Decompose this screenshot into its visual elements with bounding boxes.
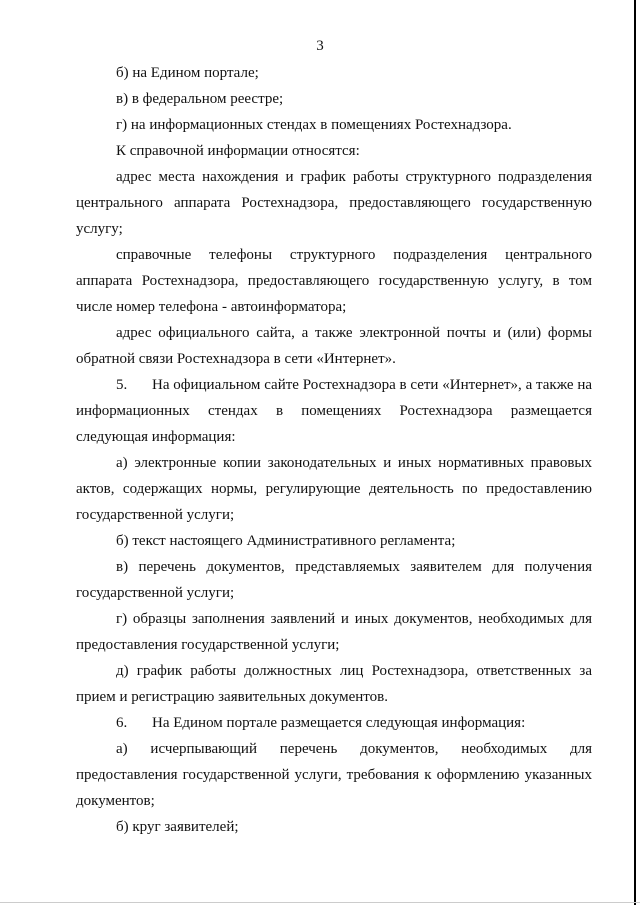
paragraph-a-electronic-copies: а) электронные копии законодательных и иных нормативных правовых актов, содержащих нормы, регулирующие деятельность по предоставлению государственной услуги; xyxy=(76,455,592,523)
document-body xyxy=(76,60,592,840)
section-5-text: На официальном сайте Ростехнадзора в сети «Интернет», а также на информационных стендах в помещениях Ростехнадзора размещается следующая информация: xyxy=(76,377,592,445)
section-6-number: 6. xyxy=(116,715,128,731)
paragraph-v-registry: в) в федеральном реестре; xyxy=(116,91,284,107)
paragraph-g-stands: г) на информационных стендах в помещениях Ростехнадзора. xyxy=(116,117,512,133)
section-6-text: На Едином портале размещается следующая информация: xyxy=(152,715,526,731)
paragraph-g-sample-forms: г) образцы заполнения заявлений и иных документов, необходимых для предоставления государственной услуги; xyxy=(76,611,592,653)
paragraph-phones: справочные телефоны структурного подразделения центрального аппарата Ростехнадзора, предоставляющего государственную услугу, в том числе номер телефона - автоинформатора; xyxy=(76,247,592,315)
paragraph-b-regulation-text: б) текст настоящего Административного регламента; xyxy=(116,533,456,549)
paragraph-a-exhaustive-list: а) исчерпывающий перечень документов, необходимых для предоставления государственной услуги, требования к оформлению указанных документов; xyxy=(76,741,592,809)
paragraph-b-portal: б) на Едином портале; xyxy=(116,65,259,81)
scan-edge-right xyxy=(634,0,636,905)
paragraph-d-work-schedule: д) график работы должностных лиц Ростехнадзора, ответственных за прием и регистрацию заявительных документов. xyxy=(76,663,592,705)
paragraph-address-schedule: адрес места нахождения и график работы структурного подразделения центрального аппарата Ростехнадзора, предоставляющего государственную услугу; xyxy=(76,169,592,237)
section-5-number: 5. xyxy=(116,377,128,393)
paragraph-website-email: адрес официального сайта, а также электронной почты и (или) формы обратной связи Ростехнадзора в сети «Интернет». xyxy=(76,325,592,367)
scan-edge-bottom xyxy=(0,902,640,903)
paragraph-section-5 xyxy=(76,372,592,450)
paragraph-section-6 xyxy=(76,710,592,736)
page-number: 3 xyxy=(316,38,324,54)
paragraph-v-documents-list: в) перечень документов, представляемых заявителем для получения государственной услуги; xyxy=(76,559,592,601)
paragraph-reference-info-intro: К справочной информации относятся: xyxy=(116,143,360,159)
paragraph-b-applicants: б) круг заявителей; xyxy=(116,819,239,835)
